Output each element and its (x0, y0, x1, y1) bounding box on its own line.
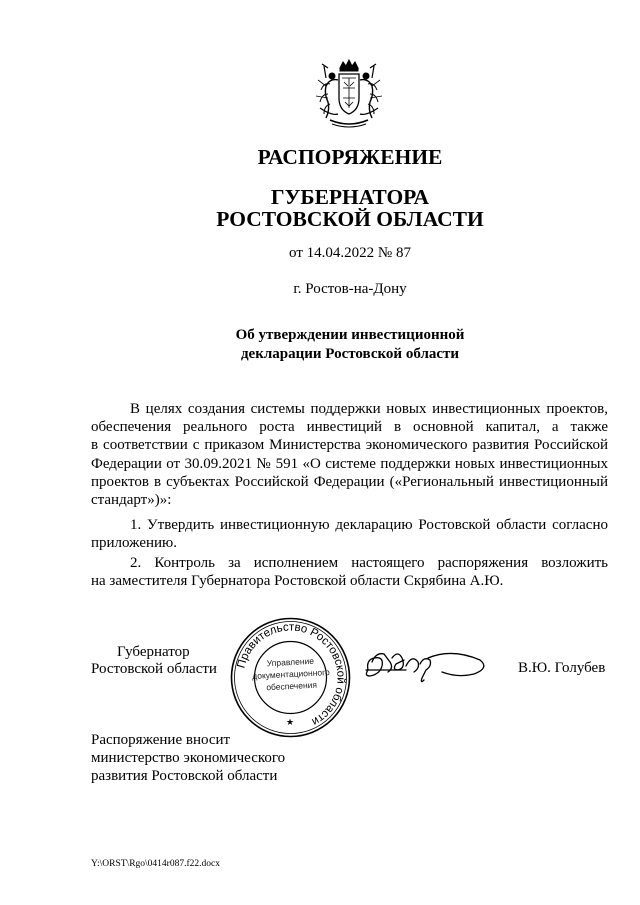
stamp-inner-text: Управление документационного обеспечения (252, 655, 330, 693)
svg-text:★: ★ (286, 717, 295, 727)
submitter-line1: Распоряжение вносит (91, 732, 231, 748)
issuer-title-line1: ГУБЕРНАТОРА (270, 185, 430, 209)
submitter-line3: развития Ростовской области (91, 768, 278, 784)
order-item-line: 2. Контроль за исполнением настоящего распоряжения возложить (130, 555, 608, 571)
document-subject-line1: Об утверждении инвестиционной (235, 327, 465, 343)
order-item-line: на заместителя Губернатора Ростовской области Скрябина А.Ю. (91, 573, 504, 590)
preamble-line: В целях создания системы поддержки новых инвестиционных проектов, (130, 401, 608, 417)
preamble-line: обеспечения реального роста инвестиций в основной капитал, а также (91, 419, 608, 436)
document-title: РАСПОРЯЖЕНИЕ (257, 145, 443, 169)
preamble-paragraph (91, 400, 608, 509)
preamble-line: Федерации от 30.09.2021 № 591 «О системе поддержки новых инвестиционных (91, 455, 608, 472)
document-city: г. Ростов-на-Дону (293, 281, 407, 297)
signer-name: В.Ю. Голубев (518, 660, 606, 676)
submitter-line2: министерство экономического (91, 750, 286, 766)
coat-of-arms-icon (312, 58, 386, 130)
order-item-line: приложению. (91, 535, 178, 552)
signer-position-line2: Ростовской области (91, 661, 217, 677)
issuer-title-line2: РОСТОВСКОЙ ОБЛАСТИ (216, 207, 484, 231)
handwritten-signature-icon (362, 640, 492, 690)
preamble-line: стандарт»)»: (91, 491, 172, 508)
preamble-line: в соответствии с приказом Министерства экономического развития Российской (91, 437, 608, 454)
order-item-line: 1. Утвердить инвестиционную декларацию Ростовской области согласно (130, 517, 608, 533)
document-date-number: от 14.04.2022 № 87 (289, 245, 411, 261)
document-subject-line2: декларации Ростовской области (240, 346, 460, 362)
preamble-line: проектов в субъектах Российской Федерации («Региональный инвестиционный (91, 473, 608, 490)
document-file-path: Y:\ORST\Rgo\0414r087.f22.docx (91, 859, 220, 869)
order-item-1 (91, 516, 608, 552)
signer-position-line1: Губернатор (117, 644, 190, 660)
stamp-outer-text: Правительство Ростовской области (235, 621, 347, 728)
order-item-2 (91, 554, 608, 590)
